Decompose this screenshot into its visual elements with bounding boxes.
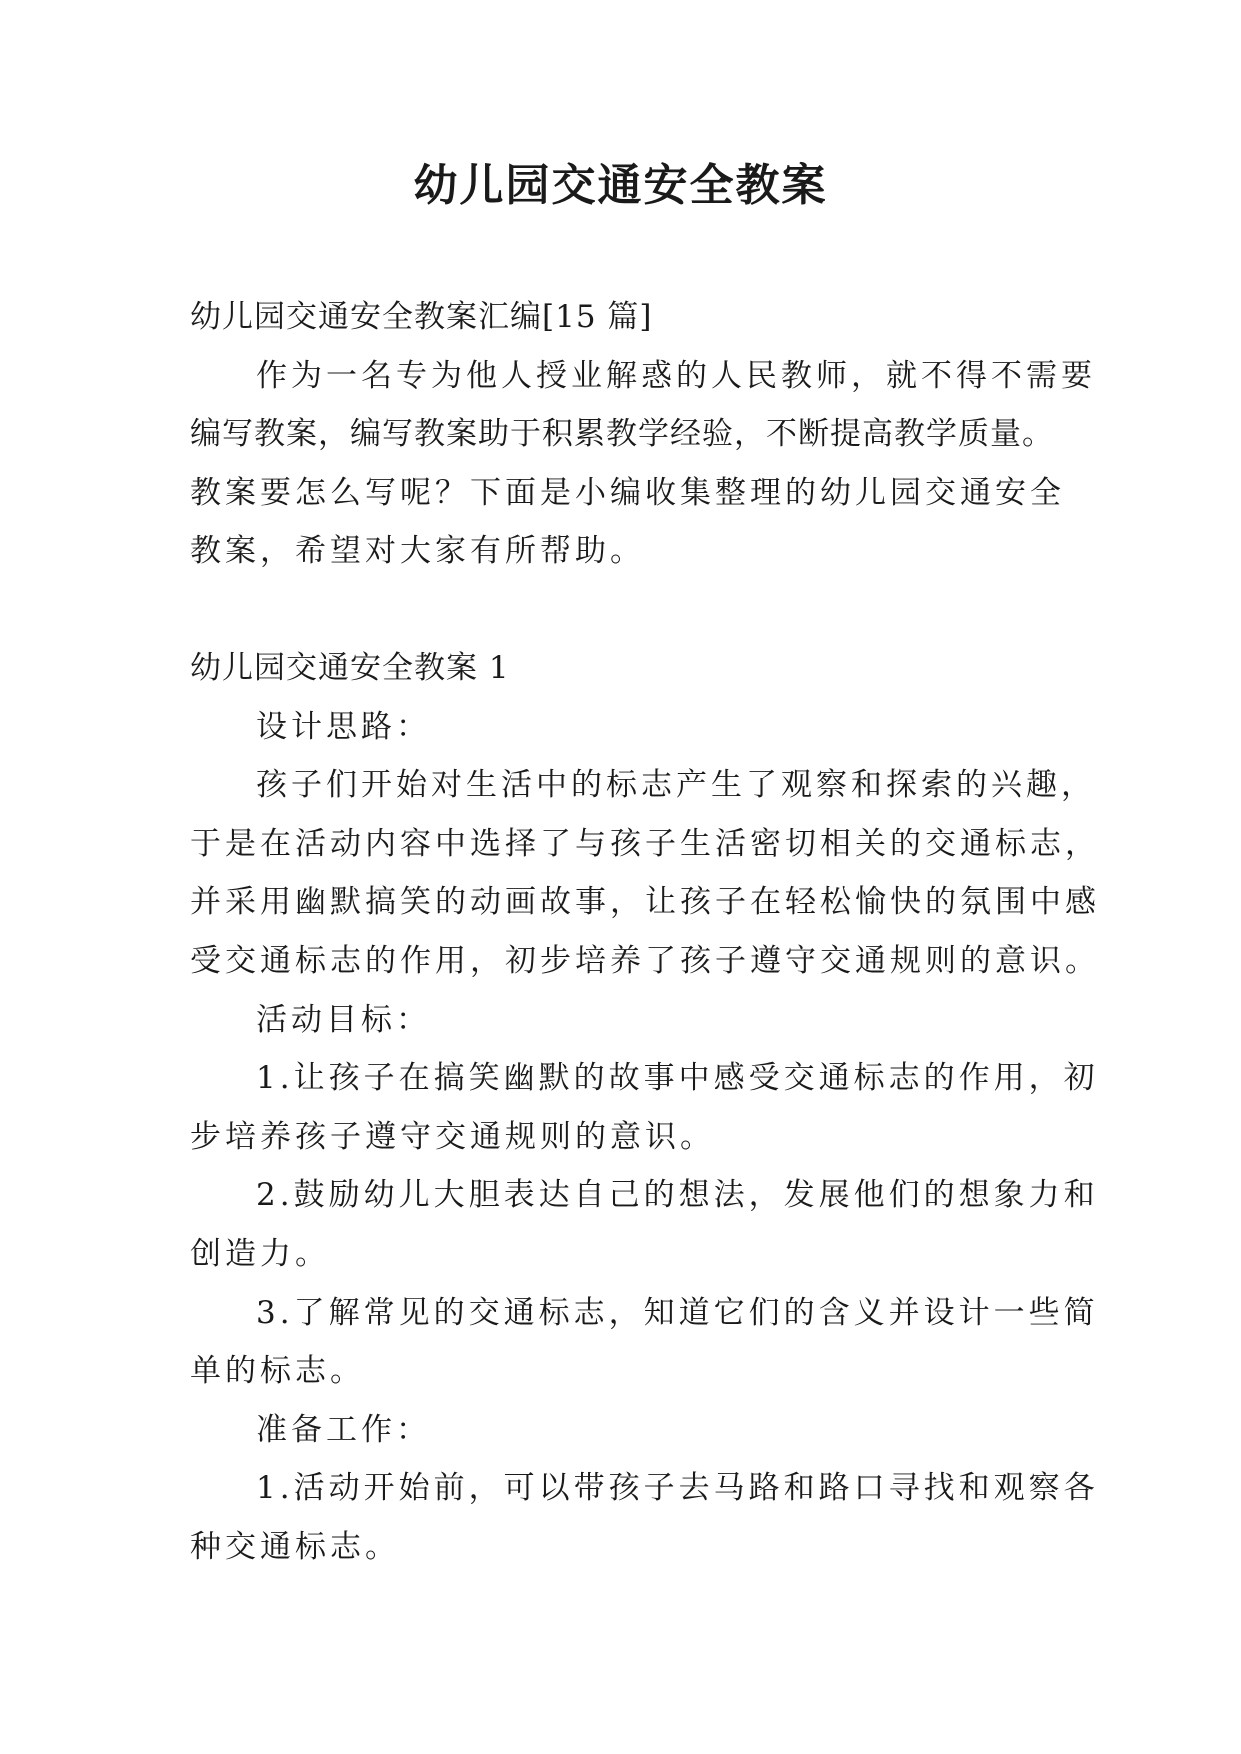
goals-label: 活动目标： (256, 1001, 431, 1038)
goal-3-line-1: 3.了解常见的交通标志，知道它们的含义并设计一些简 (256, 1294, 1099, 1331)
goal-2-line-2: 创造力。 (190, 1235, 330, 1272)
design-line-1: 孩子们开始对生活中的标志产生了观察和探索的兴趣， (256, 767, 1096, 804)
prep-label: 准备工作： (256, 1411, 431, 1448)
goal-2-line-1: 2.鼓励幼儿大胆表达自己的想法，发展他们的想象力和 (256, 1177, 1099, 1214)
goal-1-line-2: 步培养孩子遵守交通规则的意识。 (190, 1118, 715, 1155)
design-line-2: 于是在活动内容中选择了与孩子生活密切相关的交通标志， (190, 825, 1100, 862)
intro-line-4: 教案，希望对大家有所帮助。 (190, 533, 645, 570)
document-body (190, 288, 1100, 1576)
document-subtitle: 幼儿园交通安全教案汇编[15 篇] (190, 299, 653, 335)
intro-line-1: 作为一名专为他人授业解惑的人民教师，就不得不需要 (256, 357, 1096, 394)
section-heading: 幼儿园交通安全教案 1 (190, 649, 510, 686)
prep-1-line-1: 1.活动开始前，可以带孩子去马路和路口寻找和观察各 (256, 1470, 1099, 1507)
intro-line-2: 编写教案，编写教案助于积累教学经验，不断提高教学质量。 (190, 416, 1054, 453)
paragraph-gap (190, 581, 1070, 639)
goal-3-line-2: 单的标志。 (190, 1353, 365, 1390)
design-line-4: 受交通标志的作用，初步培养了孩子遵守交通规则的意识。 (190, 942, 1100, 979)
design-line-3: 并采用幽默搞笑的动画故事，让孩子在轻松愉快的氛围中感 (190, 884, 1100, 921)
goal-1-line-1: 1.让孩子在搞笑幽默的故事中感受交通标志的作用，初 (256, 1060, 1099, 1097)
page-title: 幼儿园交通安全教案 (413, 160, 828, 211)
prep-1-line-2: 种交通标志。 (190, 1528, 400, 1565)
design-label: 设计思路： (256, 708, 431, 745)
intro-line-3: 教案要怎么写呢？下面是小编收集整理的幼儿园交通安全 (190, 474, 1065, 511)
